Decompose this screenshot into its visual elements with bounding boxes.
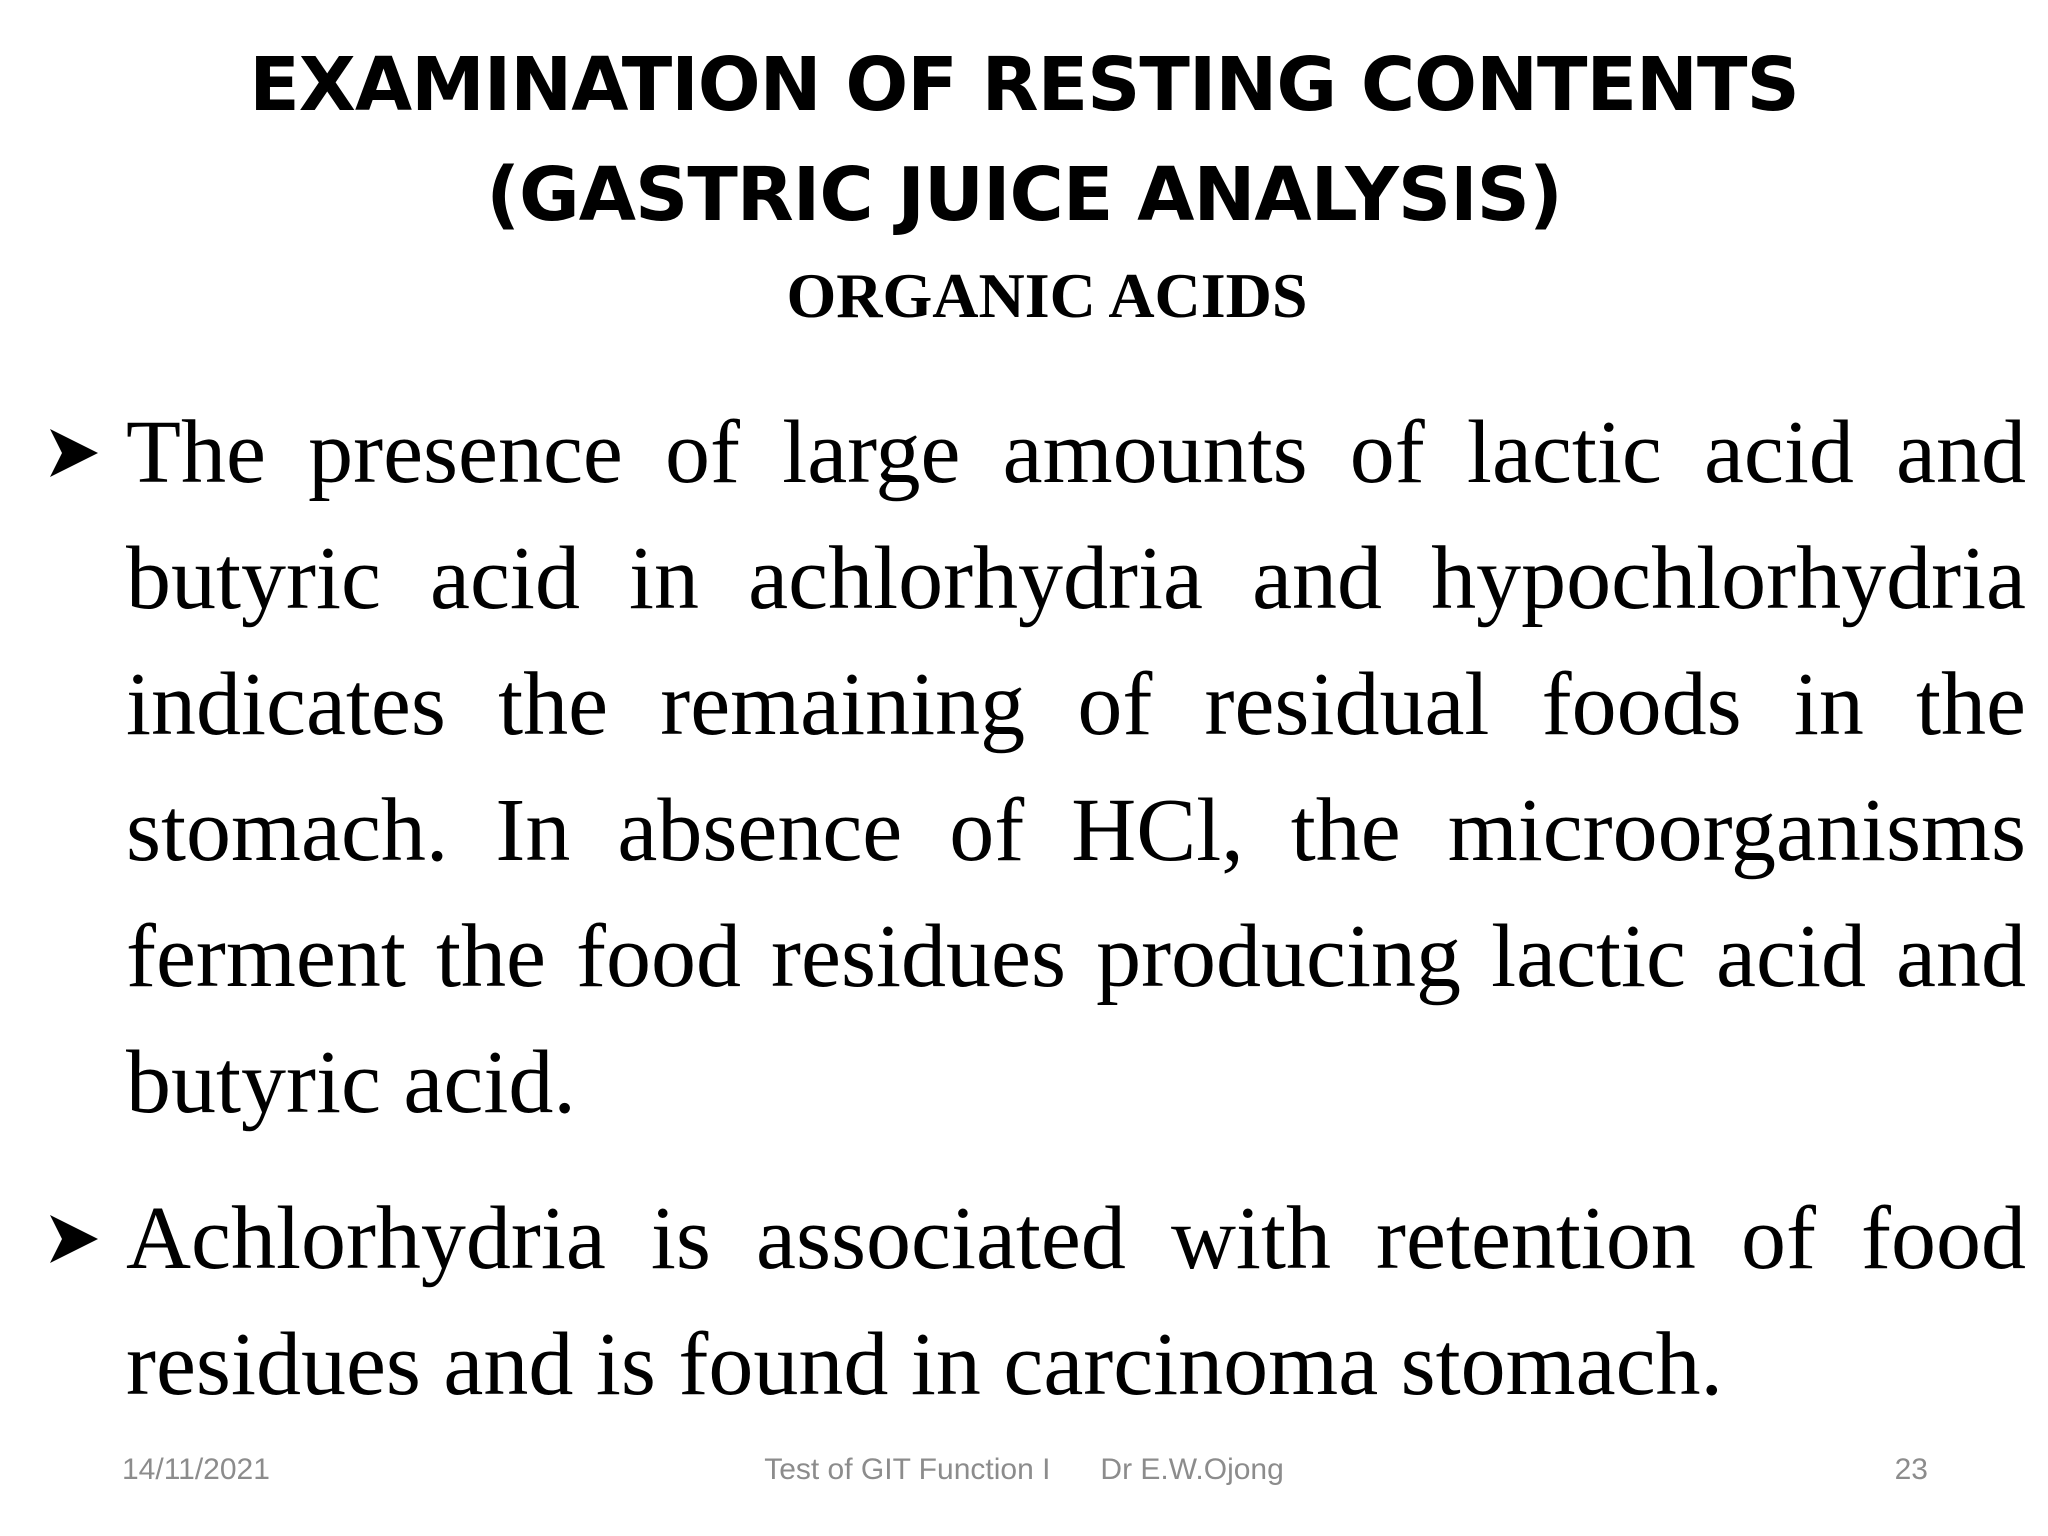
bullet-text: Achlorhydria is associated with retention of food residues and is found in carcinoma stomach.: [126, 1189, 2026, 1414]
arrowhead-bullet-icon: [46, 390, 116, 516]
footer-author: Dr E.W.Ojong: [1100, 1453, 1284, 1486]
bullet-item: [46, 390, 2026, 1146]
footer-course: Test of GIT Function I: [764, 1453, 1051, 1486]
bullet-text: The presence of large amounts of lactic acid and butyric acid in achlorhydria and hypochlorhydria indicates the remaining of residual foods in the stomach. In absence of HCl, the microorganisms ferment the food residues producing lactic acid and butyric acid.: [126, 403, 2026, 1132]
bullet-list: [46, 390, 2026, 1428]
footer-page-number: 23: [1894, 1453, 1928, 1486]
bullet-item: [46, 1176, 2026, 1428]
slide-subtitle: ORGANIC ACIDS: [786, 260, 1308, 331]
footer-date: 14/11/2021: [122, 1453, 270, 1486]
arrowhead-bullet-icon: [46, 1176, 116, 1302]
slide-title: EXAMINATION OF RESTING CONTENTS (GASTRIC JUICE ANALYSIS): [249, 42, 1799, 238]
footer-center: [0, 1450, 2048, 1490]
